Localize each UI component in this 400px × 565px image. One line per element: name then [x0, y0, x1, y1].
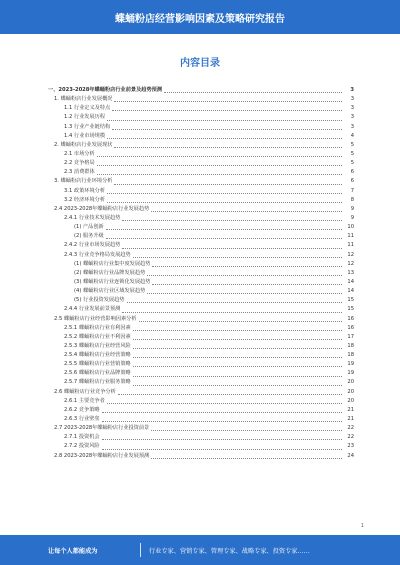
toc-entry-title: 3. 蝶蛹粉店行业环境分析 — [54, 178, 113, 185]
footer-divider — [140, 543, 141, 557]
toc-entry-title: (4) 蝶蛹粉店行业区域发展趋势 — [74, 288, 146, 295]
toc-entry[interactable] — [48, 177, 354, 186]
toc-entry-page: 4 — [350, 132, 354, 139]
toc-entry-title: (1) 蝶蛹粉店行业集中度发展趋势 — [74, 260, 151, 267]
toc-entry[interactable] — [48, 159, 354, 168]
toc-leader-dots — [106, 228, 342, 230]
toc-entry-page: 16 — [347, 324, 354, 331]
toc-entry[interactable] — [48, 351, 354, 360]
toc-entry[interactable] — [48, 223, 354, 232]
toc-leader-dots — [102, 411, 342, 413]
toc-entry-title: 2.6.3 行业壁垒 — [64, 416, 100, 423]
toc-entry[interactable] — [48, 241, 354, 250]
toc-leader-dots — [106, 237, 342, 239]
toc-leader-dots — [133, 338, 342, 340]
toc-leader-dots — [127, 301, 343, 303]
toc-leader-dots — [107, 201, 342, 203]
table-of-contents — [48, 86, 354, 461]
toc-entry-page: 19 — [347, 370, 354, 377]
toc-leader-dots — [152, 283, 342, 285]
toc-entry-title: 2.5.7 蝶蛹粉店行业服务策略 — [64, 379, 131, 386]
toc-entry[interactable] — [48, 296, 354, 305]
toc-leader-dots — [102, 438, 342, 440]
toc-entry[interactable] — [48, 369, 354, 378]
toc-entry-title: 1.1 行业定义及特点 — [64, 105, 111, 112]
toc-entry-page: 11 — [347, 242, 354, 249]
toc-entry[interactable] — [48, 113, 354, 122]
toc-leader-dots — [122, 247, 342, 249]
toc-entry-title: 2.5.4 蝶蛹粉店行业经营策略 — [64, 352, 131, 359]
toc-leader-dots — [97, 164, 342, 166]
toc-entry[interactable] — [48, 342, 354, 351]
toc-entry-page: 18 — [347, 352, 354, 359]
toc-entry[interactable] — [48, 360, 354, 369]
toc-entry-page: 6 — [350, 178, 354, 185]
toc-leader-dots — [133, 375, 342, 377]
header-band — [0, 0, 400, 34]
toc-entry-title: 2.7 2023-2028年蝶蛹粉店行业投资前景 — [54, 425, 150, 432]
toc-leader-dots — [107, 137, 342, 139]
toc-entry[interactable] — [48, 187, 354, 196]
toc-entry[interactable] — [48, 406, 354, 415]
toc-entry-page: 9 — [350, 214, 354, 221]
toc-leader-dots — [114, 100, 342, 102]
toc-entry-title: 2.6 蝶蛹粉店行业竞争分析 — [54, 388, 116, 395]
toc-entry-title: 1.3 行业产业链结构 — [64, 123, 111, 130]
toc-entry[interactable] — [48, 287, 354, 296]
toc-entry[interactable] — [48, 196, 354, 205]
toc-leader-dots — [102, 448, 342, 450]
toc-leader-dots — [102, 420, 342, 422]
toc-entry-title: 2.5.6 蝶蛹粉店行业品牌策略 — [64, 370, 131, 377]
toc-leader-dots — [112, 109, 342, 111]
toc-entry-title: 2.4.1 行业技术发展趋势 — [64, 214, 121, 221]
toc-entry-page: 20 — [347, 388, 354, 395]
toc-entry-page: 21 — [347, 416, 354, 423]
toc-entry[interactable] — [48, 415, 354, 424]
toc-entry-title: 2.6.1 主要竞争者 — [64, 397, 105, 404]
toc-entry-title: 1. 蝶蛹粉店行业发展概况 — [54, 96, 113, 103]
toc-entry-page: 5 — [350, 160, 354, 167]
toc-leader-dots — [133, 356, 342, 358]
toc-entry[interactable] — [48, 305, 354, 314]
toc-leader-dots — [107, 119, 342, 121]
toc-entry-title: 2.5 蝶蛹粉店行业经营影响因素分析 — [54, 315, 137, 322]
toc-entry[interactable] — [48, 433, 354, 442]
toc-entry-title: 3.2 经济环境分析 — [64, 196, 106, 203]
document-title: 蝶蛹粉店经营影响因素及策略研究报告 — [115, 13, 285, 25]
toc-leader-dots — [151, 457, 342, 459]
footer-band — [0, 535, 400, 565]
toc-entry-title: 1.2 行业发展历程 — [64, 114, 106, 121]
toc-entry-page: 20 — [347, 397, 354, 404]
toc-leader-dots — [152, 265, 342, 267]
toc-entry-page: 6 — [350, 169, 354, 176]
toc-leader-dots — [151, 210, 342, 212]
toc-leader-dots — [133, 256, 342, 258]
toc-leader-dots — [97, 155, 342, 157]
toc-heading: 内容目录 — [180, 58, 220, 69]
toc-entry-title: 2.4.3 行业竞争格局发展趋势 — [64, 251, 131, 258]
toc-entry-title: 2.5.3 蝶蛹粉店行业经营风险 — [64, 342, 131, 349]
toc-leader-dots — [114, 183, 342, 185]
toc-leader-dots — [107, 192, 342, 194]
toc-entry-page: 14 — [347, 278, 354, 285]
toc-leader-dots — [114, 146, 342, 148]
toc-entry[interactable] — [48, 324, 354, 333]
toc-entry-title: (1) 产品创新 — [74, 224, 104, 231]
toc-entry-page: 3 — [350, 114, 354, 121]
toc-entry[interactable] — [48, 424, 354, 433]
toc-leader-dots — [147, 274, 342, 276]
toc-entry-title: (2) 蝶蛹粉店行业品牌发展趋势 — [74, 269, 146, 276]
toc-entry-title: 2.7.1 投资机会 — [64, 434, 100, 441]
toc-entry[interactable] — [48, 315, 354, 324]
toc-entry-page: 14 — [347, 288, 354, 295]
toc-entry-page: 12 — [347, 260, 354, 267]
page-number: 1 — [360, 523, 364, 529]
toc-leader-dots — [133, 384, 342, 386]
toc-entry-page: 9 — [350, 205, 354, 212]
footer-tagline: 行业专家、营销专家、管理专家、战略专家、投资专家…… — [149, 547, 310, 555]
toc-entry-page: 19 — [347, 361, 354, 368]
toc-entry-title: 2. 蝶蛹粉店行业发展现状 — [54, 141, 113, 148]
toc-leader-dots — [139, 320, 342, 322]
toc-entry-title: 1.4 行业市场规模 — [64, 132, 106, 139]
toc-entry[interactable] — [48, 168, 354, 177]
toc-entry[interactable] — [48, 379, 354, 388]
toc-entry-page: 15 — [347, 306, 354, 313]
toc-entry[interactable] — [48, 397, 354, 406]
toc-entry-page: 3 — [350, 123, 354, 130]
document-page — [0, 34, 400, 535]
toc-entry-page: 21 — [347, 406, 354, 413]
toc-entry-page: 16 — [347, 315, 354, 322]
toc-leader-dots — [118, 393, 342, 395]
toc-leader-dots — [107, 402, 342, 404]
toc-entry-title: 2.1 市场分析 — [64, 150, 95, 157]
toc-entry-page: 3 — [350, 96, 354, 103]
toc-entry-page: 22 — [347, 434, 354, 441]
toc-entry-title: 2.8 2023-2028年蝶蛹粉店行业发展预测 — [54, 452, 150, 459]
toc-entry[interactable] — [48, 251, 354, 260]
toc-leader-dots — [164, 91, 342, 93]
toc-entry-title: 3.1 政策环境分析 — [64, 187, 106, 194]
toc-entry-page: 5 — [350, 141, 354, 148]
toc-leader-dots — [147, 292, 342, 294]
toc-entry[interactable] — [48, 452, 354, 461]
toc-entry[interactable] — [48, 104, 354, 113]
toc-entry[interactable] — [48, 141, 354, 150]
toc-entry-page: 3 — [350, 105, 354, 112]
toc-entry-page: 10 — [347, 224, 354, 231]
toc-entry[interactable] — [48, 260, 354, 269]
toc-entry-page: 8 — [350, 196, 354, 203]
toc-entry[interactable] — [48, 442, 354, 451]
toc-entry[interactable] — [48, 95, 354, 104]
toc-entry[interactable] — [48, 86, 354, 95]
toc-entry-page: 13 — [347, 269, 354, 276]
toc-entry-page: 20 — [347, 379, 354, 386]
toc-entry-page: 22 — [347, 425, 354, 432]
toc-entry[interactable] — [48, 269, 354, 278]
toc-leader-dots — [133, 329, 342, 331]
footer-slogan: 让每个人都能成为 — [48, 547, 98, 555]
toc-leader-dots — [133, 365, 342, 367]
toc-entry[interactable] — [48, 232, 354, 241]
toc-leader-dots — [151, 429, 342, 431]
toc-entry-page: 18 — [347, 342, 354, 349]
toc-entry[interactable] — [48, 132, 354, 141]
toc-entry[interactable] — [48, 214, 354, 223]
toc-entry-title: 一、2023-2028年蝶蛹粉店行业前景及趋势预测 — [48, 86, 163, 93]
toc-entry-title: 2.4 2023-2028年蝶蛹粉店行业发展趋势 — [54, 205, 150, 212]
toc-entry-title: 2.7.2 投资风险 — [64, 443, 100, 450]
toc-leader-dots — [122, 311, 342, 313]
toc-entry-page: 12 — [347, 251, 354, 258]
toc-entry[interactable] — [48, 150, 354, 159]
toc-entry-title: 2.3 消费群体 — [64, 169, 95, 176]
toc-entry-title: 2.5.2 蝶蛹粉店行业不利因素 — [64, 333, 131, 340]
toc-entry[interactable] — [48, 278, 354, 287]
toc-entry[interactable] — [48, 205, 354, 214]
toc-entry[interactable] — [48, 388, 354, 397]
toc-leader-dots — [133, 347, 342, 349]
toc-leader-dots — [112, 128, 342, 130]
toc-entry-title: (3) 蝶蛹粉店行业连锁化发展趋势 — [74, 278, 151, 285]
toc-entry-title: (5) 行业投资发展趋势 — [74, 297, 125, 304]
toc-entry-page: 24 — [347, 452, 354, 459]
toc-entry-title: 2.4.2 行业市场发展趋势 — [64, 242, 121, 249]
toc-entry-title: 2.2 竞争格局 — [64, 160, 95, 167]
toc-entry-title: 2.4.4 行业发展前景预测 — [64, 306, 121, 313]
toc-entry-page: 7 — [350, 187, 354, 194]
toc-entry-page: 17 — [347, 333, 354, 340]
toc-entry[interactable] — [48, 123, 354, 132]
toc-entry-title: 2.6.2 竞争策略 — [64, 406, 100, 413]
toc-entry-title: 2.5.1 蝶蛹粉店行业有利因素 — [64, 324, 131, 331]
toc-leader-dots — [122, 219, 342, 221]
toc-entry-page: 3 — [350, 86, 354, 93]
toc-leader-dots — [97, 173, 342, 175]
toc-entry-title: 2.5.5 蝶蛹粉店行业营销策略 — [64, 361, 131, 368]
toc-entry[interactable] — [48, 333, 354, 342]
toc-entry-title: (2) 服务升级 — [74, 233, 104, 240]
toc-entry-page: 11 — [347, 233, 354, 240]
toc-entry-page: 5 — [350, 150, 354, 157]
toc-entry-page: 15 — [347, 297, 354, 304]
toc-entry-page: 23 — [347, 443, 354, 450]
